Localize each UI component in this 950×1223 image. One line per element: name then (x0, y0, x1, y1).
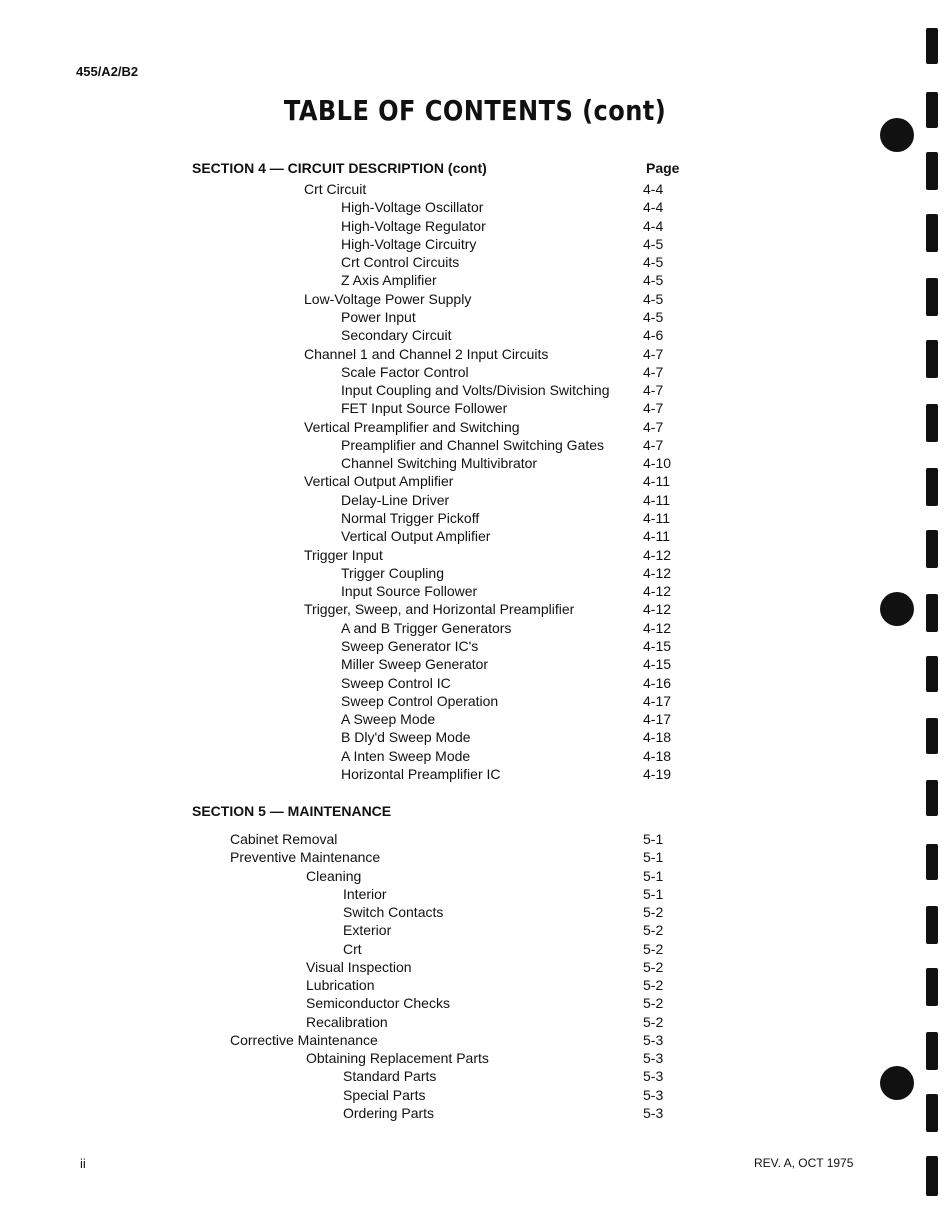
section-5-entry-page: 5-3 (643, 1104, 664, 1121)
section-4-heading: SECTION 4 — CIRCUIT DESCRIPTION (cont) (192, 160, 487, 176)
section-5-entry-title: Preventive Maintenance (230, 849, 381, 866)
revision-note: REV. A, OCT 1975 (754, 1156, 854, 1170)
binding-bar (926, 530, 938, 568)
section-4-entry-title: Trigger Input (304, 546, 383, 563)
punch-hole (880, 592, 914, 626)
section-4-entry-title: Trigger Coupling (341, 564, 444, 581)
section-5-entry-page: 5-2 (643, 977, 664, 993)
binding-bar (926, 340, 938, 378)
section-4-entry-page: 4-17 (643, 711, 672, 728)
section-4-entry-page: 4-7 (643, 382, 664, 399)
section-4-entry-title: Horizontal Preamplifier IC (341, 765, 501, 782)
section-4-entry-title: High-Voltage Circuitry (341, 235, 477, 252)
section-5-entry-title: Exterior (343, 922, 392, 939)
section-4-entry-title: Miller Sweep Generator (341, 656, 489, 673)
section-4-entry-page: 4-11 (643, 528, 670, 545)
section-4-entry-title: Sweep Control Operation (341, 692, 499, 709)
section-4-entry-title: Channel 1 and Channel 2 Input Circuits (304, 345, 549, 362)
section-4-entry-title: Preamplifier and Channel Switching Gates (341, 436, 605, 453)
section-5-entry-title: Recalibration (306, 1013, 388, 1030)
section-4-entry-title: Low-Voltage Power Supply (304, 290, 472, 307)
section-4-entry-page: 4-7 (643, 363, 664, 380)
section-5-entry-title: Semiconductor Checks (306, 995, 450, 1012)
section-4-entry-title: Channel Switching Multivibrator (341, 455, 538, 472)
binding-bar (926, 718, 938, 754)
section-5-entry-page: 5-1 (643, 867, 664, 884)
section-5-entry-title: Obtaining Replacement Parts (306, 1050, 489, 1066)
section-4-entry-title: Vertical Output Amplifier (304, 473, 454, 490)
section-4-entry-page: 4-4 (643, 181, 664, 197)
section-4-entry-title: A and B Trigger Generators (341, 619, 512, 636)
binding-bar (926, 1032, 938, 1070)
section-4-entry-page: 4-5 (643, 308, 664, 325)
section-4-entry-title: Normal Trigger Pickoff (341, 510, 480, 527)
section-5-entry-title: Cleaning (306, 867, 362, 884)
section-4-entry-page: 4-17 (643, 692, 672, 709)
binding-bar (926, 468, 938, 506)
binding-bar (926, 594, 938, 632)
binding-bar (926, 278, 938, 316)
section-4-entry-page: 4-11 (643, 491, 670, 508)
section-4-entry-page: 4-11 (643, 473, 670, 490)
section-4-entry-page: 4-4 (643, 217, 664, 234)
section-4-entry-page: 4-16 (643, 674, 672, 691)
section-4-entry-page: 4-5 (643, 235, 664, 252)
page-title: TABLE OF CONTENTS (cont) (283, 94, 667, 127)
binding-bar (926, 1156, 938, 1196)
section-4-entry-page: 4-15 (643, 638, 672, 654)
section-5-entry-page: 5-3 (643, 1050, 664, 1066)
section-4-entry-page: 4-6 (643, 327, 664, 344)
section-5-entry-title: Corrective Maintenance (230, 1031, 378, 1048)
page-column-header: Page (646, 160, 680, 176)
section-4-entry-title: FET Input Source Follower (341, 400, 508, 417)
binding-bar (926, 906, 938, 944)
section-4-entry-title: Vertical Output Amplifier (341, 528, 491, 545)
section-4-entry-page: 4-7 (643, 400, 664, 417)
section-4-entry-title: A Inten Sweep Mode (341, 747, 471, 764)
section-5-entry-title: Interior (343, 885, 387, 902)
section-4-entry-title: Sweep Control IC (341, 674, 451, 691)
section-5-entry-page: 5-2 (643, 958, 664, 975)
section-5-entry-title: Visual Inspection (306, 958, 412, 975)
section-4-entry-page: 4-10 (643, 455, 672, 472)
section-5-heading: SECTION 5 — MAINTENANCE (192, 803, 392, 819)
section-5-entry-page: 5-3 (643, 1086, 664, 1103)
section-4-entry-title: A Sweep Mode (341, 711, 436, 728)
section-4-entry-page: 4-5 (643, 290, 664, 307)
section-5-entry-page: 5-1 (643, 885, 664, 902)
binding-bar (926, 968, 938, 1006)
binding-bar (926, 214, 938, 252)
document-id: 455/A2/B2 (76, 64, 139, 79)
section-4-entry-page: 4-12 (643, 601, 672, 618)
section-4-entry-title: Input Source Follower (341, 583, 478, 600)
binding-bar (926, 844, 938, 880)
punch-hole (880, 1066, 914, 1100)
section-4-entry-title: Vertical Preamplifier and Switching (304, 418, 520, 435)
binding-bar (926, 28, 938, 64)
section-4-entry-title: High-Voltage Oscillator (341, 199, 484, 216)
section-4-entry-page: 4-18 (643, 747, 672, 764)
section-4-entry-title: Trigger, Sweep, and Horizontal Preamplifier (304, 601, 575, 618)
section-4-entry-title: Input Coupling and Volts/Division Switching (341, 382, 610, 399)
section-4-entry-page: 4-4 (643, 199, 664, 216)
section-4-entry-title: Delay-Line Driver (341, 491, 450, 508)
section-5-entry-title: Ordering Parts (343, 1104, 435, 1121)
section-5-entry-title: Standard Parts (343, 1068, 437, 1085)
section-4-entry-page: 4-5 (643, 272, 664, 289)
section-4-entry-title: Sweep Generator IC's (341, 638, 479, 654)
section-4-entry-page: 4-19 (643, 765, 672, 782)
section-5-entry-title: Special Parts (343, 1086, 426, 1103)
binding-bar (926, 92, 938, 128)
section-5-entry-page: 5-1 (643, 849, 664, 866)
punch-hole (880, 118, 914, 152)
section-4-entry-page: 4-11 (643, 510, 670, 527)
section-5-entry-title: Crt (343, 940, 362, 957)
binding-bar (926, 152, 938, 190)
section-4-entry-page: 4-5 (643, 254, 664, 271)
section-5-entry-title: Cabinet Removal (230, 831, 338, 847)
binding-bar (926, 780, 938, 816)
section-4-entry-page: 4-15 (643, 656, 672, 673)
section-4-entry-title: Crt Control Circuits (341, 254, 460, 271)
section-4-entry-page: 4-12 (643, 583, 672, 600)
binding-bar (926, 656, 938, 692)
section-4-entry-title: Z Axis Amplifier (341, 272, 437, 289)
section-5-entry-page: 5-1 (643, 831, 664, 847)
section-4-entry-title: High-Voltage Regulator (341, 217, 486, 234)
page-number: ii (80, 1156, 86, 1171)
section-4-entry-page: 4-7 (643, 418, 664, 435)
section-5-entry-page: 5-3 (643, 1031, 664, 1048)
section-5-entry-page: 5-2 (643, 995, 664, 1012)
section-4-entry-page: 4-12 (643, 564, 672, 581)
section-4-entry-title: Crt Circuit (304, 181, 367, 197)
section-5-entry-page: 5-2 (643, 940, 664, 957)
section-4-entry-title: Secondary Circuit (341, 327, 452, 344)
section-4-entry-title: B Dly'd Sweep Mode (341, 729, 471, 746)
section-4-entry-title: Scale Factor Control (341, 363, 469, 380)
section-5-entry-page: 5-3 (643, 1068, 664, 1085)
section-4-entry-page: 4-7 (643, 345, 664, 362)
section-5-entry-page: 5-2 (643, 904, 664, 920)
section-4-entry-page: 4-7 (643, 436, 664, 453)
section-5-entry-title: Lubrication (306, 977, 375, 993)
section-4-entry-page: 4-12 (643, 619, 672, 636)
binding-bar (926, 1094, 938, 1132)
section-5-entry-title: Switch Contacts (343, 904, 444, 920)
binding-bar (926, 404, 938, 442)
section-4-entry-title: Power Input (341, 308, 416, 325)
section-4-entry-page: 4-12 (643, 546, 672, 563)
section-5-entry-page: 5-2 (643, 1013, 664, 1030)
section-4-entry-page: 4-18 (643, 729, 672, 746)
section-5-entry-page: 5-2 (643, 922, 664, 939)
